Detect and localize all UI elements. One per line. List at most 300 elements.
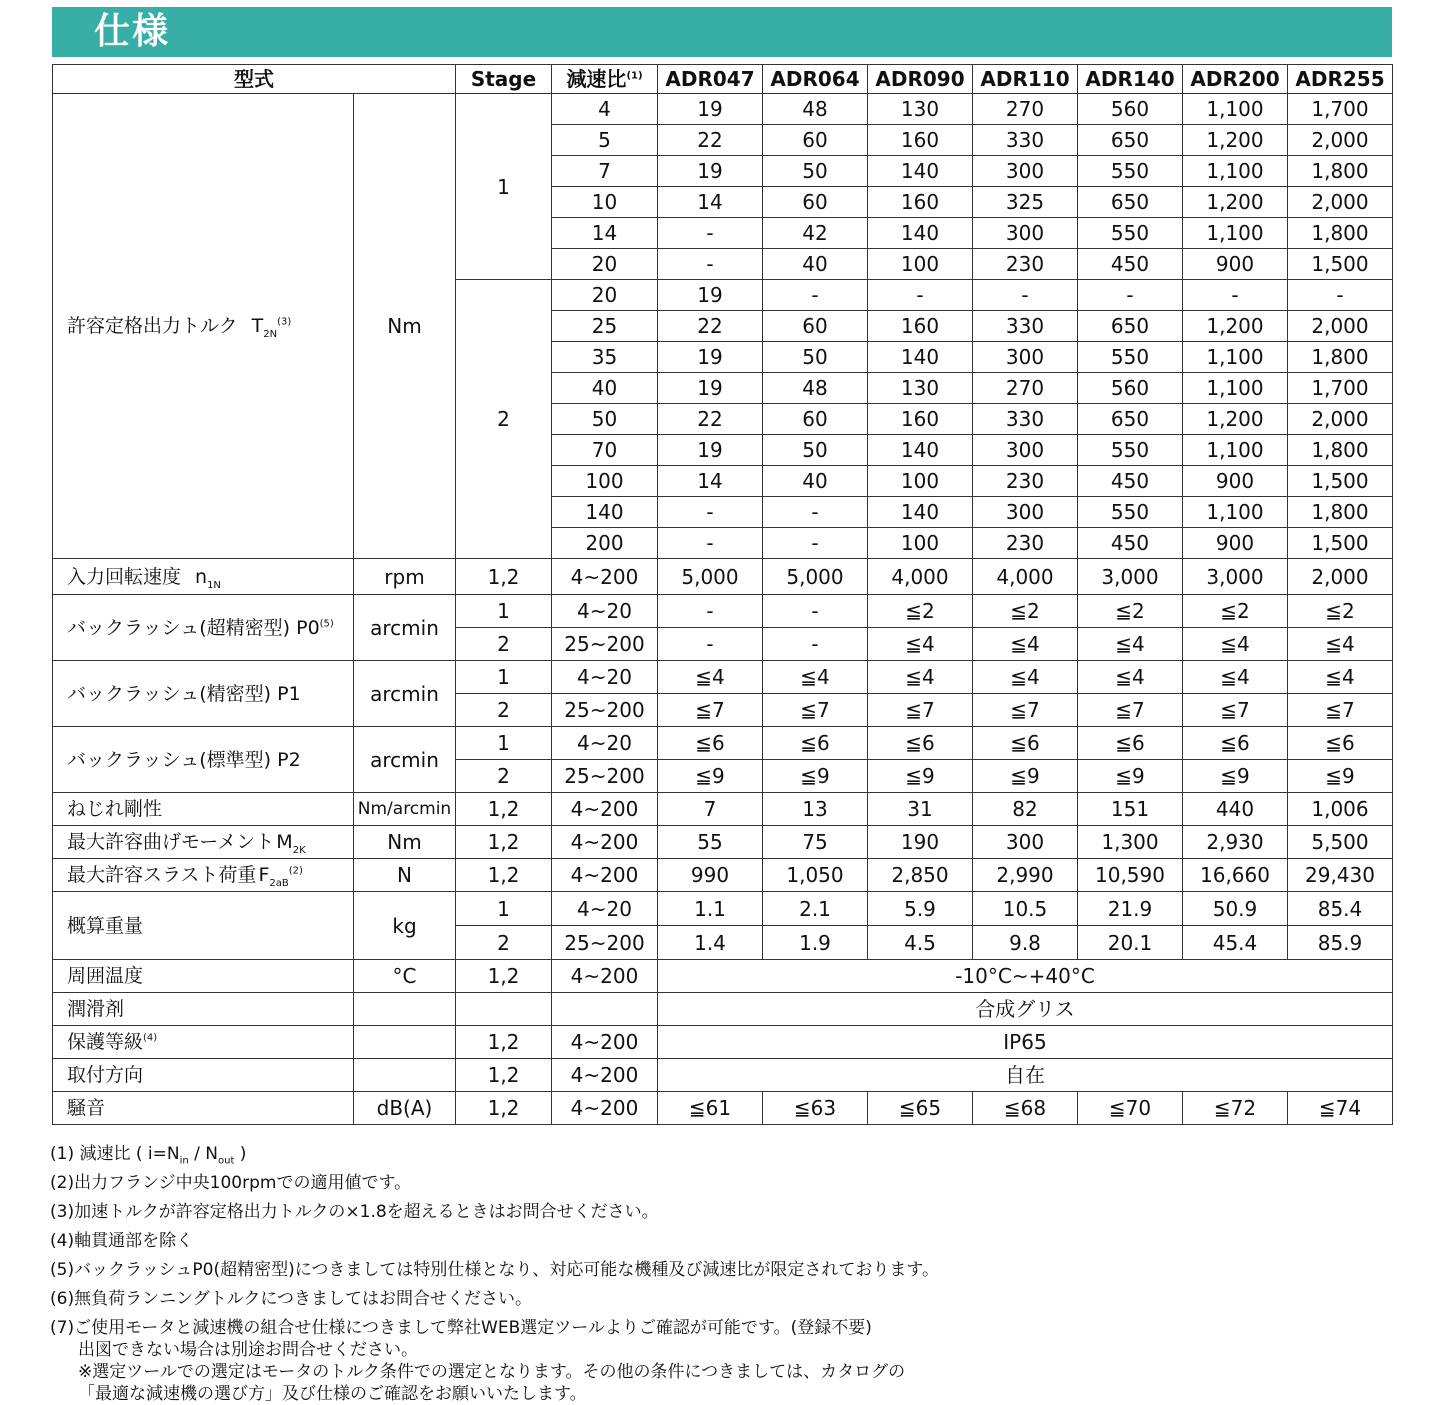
torque-value: 1,200 <box>1183 125 1288 156</box>
label-part: (2) <box>288 865 303 877</box>
speed-value: 5,000 <box>658 559 763 595</box>
lube-ratio <box>552 993 658 1026</box>
torque-value: 19 <box>658 156 763 187</box>
stiffness-value: 82 <box>973 793 1078 826</box>
bl_p1-value: ≦4 <box>1183 661 1288 694</box>
ratio-cell: 40 <box>552 373 658 404</box>
label-part: (1) <box>626 70 643 82</box>
header-ratio <box>552 65 658 94</box>
weight-value: 85.4 <box>1288 892 1393 926</box>
bl_p2-value: ≦9 <box>1288 760 1393 793</box>
speed-value: 2,000 <box>1288 559 1393 595</box>
torque-value: 230 <box>973 528 1078 559</box>
weight-value: 2.1 <box>763 892 868 926</box>
torque-value: 19 <box>658 342 763 373</box>
torque-value: 330 <box>973 125 1078 156</box>
ratio-cell: 20 <box>552 280 658 311</box>
ratio-cell: 7 <box>552 156 658 187</box>
weight-value: 45.4 <box>1183 926 1288 960</box>
ratio-cell: 20 <box>552 249 658 280</box>
torque-value: 550 <box>1078 435 1183 466</box>
torque-value: 1,100 <box>1183 218 1288 249</box>
header-row <box>53 65 1393 94</box>
label-part: 入力回転速度 <box>67 565 182 588</box>
torque-value: 60 <box>763 404 868 435</box>
footnote-3: (3)加速トルクが許容定格出力トルクの×1.8を超えるときはお問合せください。 <box>50 1202 659 1222</box>
noise-value: ≦68 <box>973 1092 1078 1125</box>
torque-value: 140 <box>868 342 973 373</box>
torque-value: 130 <box>868 94 973 125</box>
section-title: 仕様 <box>94 11 171 52</box>
bl_p0-value: ≦2 <box>1078 595 1183 628</box>
temp-row <box>53 960 1393 993</box>
bl_p0-value: ≦4 <box>973 628 1078 661</box>
torque-value: 50 <box>763 435 868 466</box>
protection-value: IP65 <box>658 1026 1393 1059</box>
label-part: 取付方向 <box>67 1064 144 1086</box>
thrust-value: 1,050 <box>763 859 868 892</box>
torque-value: 450 <box>1078 466 1183 497</box>
bl_p2-value: ≦6 <box>1078 727 1183 760</box>
noise-ratio: 4~200 <box>552 1092 658 1125</box>
torque-value: - <box>763 280 868 311</box>
ratio-cell: 14 <box>552 218 658 249</box>
torque-value: 140 <box>868 156 973 187</box>
torque-value: 650 <box>1078 125 1183 156</box>
weight-unit: kg <box>354 892 456 960</box>
label-part: (3) <box>277 316 292 328</box>
weight-value: 21.9 <box>1078 892 1183 926</box>
torque-value: - <box>868 280 973 311</box>
torque-value: 2,000 <box>1288 125 1393 156</box>
thrust-label <box>53 859 354 892</box>
thrust-value: 2,990 <box>973 859 1078 892</box>
bl_p2-value: ≦9 <box>973 760 1078 793</box>
torque-value: 160 <box>868 187 973 218</box>
torque-value: 40 <box>763 249 868 280</box>
bl_p2-ratio: 4~20 <box>552 727 658 760</box>
torque-value: 1,800 <box>1288 156 1393 187</box>
bl_p2-value: ≦9 <box>1078 760 1183 793</box>
mounting-label <box>53 1059 354 1092</box>
bl_p0-value: - <box>763 595 868 628</box>
torque-value: 22 <box>658 125 763 156</box>
torque-value: 140 <box>868 218 973 249</box>
ratio-cell: 70 <box>552 435 658 466</box>
bl_p0-stage: 2 <box>456 628 552 661</box>
stiffness-value: 1,006 <box>1288 793 1393 826</box>
protection-row <box>53 1026 1393 1059</box>
torque-value: 130 <box>868 373 973 404</box>
label-part: 潤滑剤 <box>67 998 125 1020</box>
thrust-value: 2,850 <box>868 859 973 892</box>
weight-row <box>53 892 1393 926</box>
label-part: 2K <box>292 844 306 856</box>
stiffness-value: 7 <box>658 793 763 826</box>
footnote-5: (5)バックラッシュP0(超精密型)につきましては特別仕様となり、対応可能な機種及び減速比が限定されております。 <box>50 1260 940 1280</box>
bl_p2-value: ≦6 <box>973 727 1078 760</box>
bl_p0-stage: 1 <box>456 595 552 628</box>
noise-value: ≦72 <box>1183 1092 1288 1125</box>
label-part: バックラッシュ(超精密型) P0 <box>67 616 320 639</box>
label-part: 2N <box>263 328 278 340</box>
footnotes <box>50 1143 1410 1405</box>
label-part: M <box>276 831 293 853</box>
weight-value: 1.9 <box>763 926 868 960</box>
torque-value: 48 <box>763 373 868 404</box>
header-type: 型式 <box>53 65 456 94</box>
label-part: (5) <box>319 618 334 630</box>
torque-value: 100 <box>868 466 973 497</box>
mounting-ratio: 4~200 <box>552 1059 658 1092</box>
speed-value: 4,000 <box>868 559 973 595</box>
torque-value: 300 <box>973 435 1078 466</box>
torque-value: 2,000 <box>1288 311 1393 342</box>
torque-value: 300 <box>973 342 1078 373</box>
weight-value: 1.4 <box>658 926 763 960</box>
label-part: 最大許容スラスト荷重 <box>67 864 257 886</box>
moment-value: 1,300 <box>1078 826 1183 859</box>
label-part: 減速比 <box>566 67 627 91</box>
torque-value: 160 <box>868 311 973 342</box>
bl_p1-value: ≦4 <box>658 661 763 694</box>
torque-value: - <box>1078 280 1183 311</box>
torque-value: 14 <box>658 466 763 497</box>
torque-value: 300 <box>973 218 1078 249</box>
torque-row <box>53 94 1393 125</box>
torque-value: 1,100 <box>1183 156 1288 187</box>
torque-value: - <box>658 249 763 280</box>
bl_p0-value: ≦4 <box>1288 628 1393 661</box>
torque-value: 60 <box>763 125 868 156</box>
speed-ratio: 4~200 <box>552 559 658 595</box>
noise-unit: dB(A) <box>354 1092 456 1125</box>
torque-value: 1,700 <box>1288 94 1393 125</box>
torque-value: 50 <box>763 342 868 373</box>
header-stage: Stage <box>456 65 552 94</box>
speed-label <box>53 559 354 595</box>
thrust-value: 29,430 <box>1288 859 1393 892</box>
torque-value: 270 <box>973 373 1078 404</box>
torque-value: 900 <box>1183 249 1288 280</box>
bl_p0-value: ≦4 <box>1078 628 1183 661</box>
bl_p0-value: - <box>658 628 763 661</box>
mounting-row <box>53 1059 1393 1092</box>
weight-stage: 2 <box>456 926 552 960</box>
bl_p2-stage: 1 <box>456 727 552 760</box>
speed-row <box>53 559 1393 595</box>
weight-value: 1.1 <box>658 892 763 926</box>
torque-value: 1,700 <box>1288 373 1393 404</box>
ratio-cell: 50 <box>552 404 658 435</box>
torque-value: - <box>973 280 1078 311</box>
footnote-7-line-2: 出図できない場合は別途お問合せください。 <box>78 1340 418 1360</box>
bl_p0-ratio: 4~20 <box>552 595 658 628</box>
speed-stage: 1,2 <box>456 559 552 595</box>
torque-value: 550 <box>1078 156 1183 187</box>
moment-row <box>53 826 1393 859</box>
stiffness-ratio: 4~200 <box>552 793 658 826</box>
noise-row <box>53 1092 1393 1125</box>
torque-value: 1,100 <box>1183 342 1288 373</box>
torque-value: 560 <box>1078 94 1183 125</box>
weight-label <box>53 892 354 960</box>
speed-unit: rpm <box>354 559 456 595</box>
torque-value: 900 <box>1183 528 1288 559</box>
weight-value: 10.5 <box>973 892 1078 926</box>
moment-stage: 1,2 <box>456 826 552 859</box>
bl_p0-value: ≦2 <box>1183 595 1288 628</box>
bl_p0-value: ≦2 <box>868 595 973 628</box>
bl_p2-label <box>53 727 354 793</box>
ratio-cell: 140 <box>552 497 658 528</box>
bl_p0-value: - <box>763 628 868 661</box>
bl_p0-value: ≦4 <box>868 628 973 661</box>
spec-table <box>52 64 1393 1125</box>
moment-value: 75 <box>763 826 868 859</box>
torque-value: 230 <box>973 466 1078 497</box>
bl_p1-value: ≦7 <box>763 694 868 727</box>
ratio-cell: 10 <box>552 187 658 218</box>
ratio-cell: 4 <box>552 94 658 125</box>
label-part: 保護等級 <box>67 1031 144 1053</box>
bl_p0-unit: arcmin <box>354 595 456 661</box>
speed-value: 5,000 <box>763 559 868 595</box>
temp-ratio: 4~200 <box>552 960 658 993</box>
noise-value: ≦61 <box>658 1092 763 1125</box>
torque-value: - <box>1183 280 1288 311</box>
label-part: 2aB <box>269 877 289 889</box>
bl_p0-value: - <box>658 595 763 628</box>
torque-value: 100 <box>868 528 973 559</box>
torque-value: 550 <box>1078 497 1183 528</box>
label-part: 概算重量 <box>67 914 144 937</box>
noise-value: ≦63 <box>763 1092 868 1125</box>
moment-unit: Nm <box>354 826 456 859</box>
bl_p2-row <box>53 727 1393 760</box>
stiffness-value: 31 <box>868 793 973 826</box>
stiffness-value: 151 <box>1078 793 1183 826</box>
bl_p1-unit: arcmin <box>354 661 456 727</box>
torque-value: 1,200 <box>1183 187 1288 218</box>
label-part: 周囲温度 <box>67 965 144 987</box>
bl_p2-value: ≦9 <box>763 760 868 793</box>
header-model: ADR255 <box>1288 65 1393 94</box>
bl_p2-value: ≦6 <box>1288 727 1393 760</box>
bl_p1-value: ≦7 <box>1078 694 1183 727</box>
torque-value: 1,800 <box>1288 342 1393 373</box>
torque-value: 50 <box>763 156 868 187</box>
protection-label <box>53 1026 354 1059</box>
protection-stage: 1,2 <box>456 1026 552 1059</box>
bl_p2-value: ≦9 <box>658 760 763 793</box>
bl_p1-ratio: 25~200 <box>552 694 658 727</box>
footnote-1: (1) 減速比 ( $i=N_{in} / N_{out}$ ) <box>50 1144 247 1167</box>
header-model: ADR064 <box>763 65 868 94</box>
moment-value: 300 <box>973 826 1078 859</box>
torque-value: - <box>763 497 868 528</box>
thrust-ratio: 4~200 <box>552 859 658 892</box>
label-part: 許容定格出力トルク <box>67 315 238 337</box>
bl_p2-value: ≦6 <box>763 727 868 760</box>
bl_p1-value: ≦7 <box>973 694 1078 727</box>
bl_p0-value: ≦4 <box>1183 628 1288 661</box>
ratio-cell: 25 <box>552 311 658 342</box>
torque-value: 325 <box>973 187 1078 218</box>
torque-value: 60 <box>763 187 868 218</box>
speed-value: 4,000 <box>973 559 1078 595</box>
thrust-row <box>53 859 1393 892</box>
torque-value: 300 <box>973 497 1078 528</box>
torque-value: 1,100 <box>1183 94 1288 125</box>
label-part: バックラッシュ(標準型) P2 <box>67 748 301 771</box>
bl_p1-value: ≦4 <box>1288 661 1393 694</box>
torque-value: 450 <box>1078 249 1183 280</box>
bl_p0-value: ≦2 <box>1288 595 1393 628</box>
moment-ratio: 4~200 <box>552 826 658 859</box>
label-part: n <box>195 565 208 588</box>
protection-unit <box>354 1026 456 1059</box>
bl_p1-row <box>53 661 1393 694</box>
label-part: T <box>251 315 264 337</box>
bl_p1-stage: 2 <box>456 694 552 727</box>
footnote-7-line-4: 「最適な減速機の選び方」及び仕様のご確認をお願いいたします。 <box>78 1384 587 1404</box>
bl_p1-value: ≦4 <box>973 661 1078 694</box>
bl_p0-value: ≦2 <box>973 595 1078 628</box>
header-model: ADR047 <box>658 65 763 94</box>
lube-value: 合成グリス <box>658 993 1393 1026</box>
thrust-unit: N <box>354 859 456 892</box>
torque-value: 300 <box>973 156 1078 187</box>
bl_p1-value: ≦4 <box>1078 661 1183 694</box>
bl_p2-ratio: 25~200 <box>552 760 658 793</box>
bl_p0-ratio: 25~200 <box>552 628 658 661</box>
footnote-2: (2)出力フランジ中央100rpmでの適用値です。 <box>50 1173 412 1193</box>
moment-label <box>53 826 354 859</box>
speed-value: 3,000 <box>1183 559 1288 595</box>
bl_p1-value: ≦7 <box>1183 694 1288 727</box>
torque-value: 100 <box>868 249 973 280</box>
mounting-value: 自在 <box>658 1059 1393 1092</box>
torque-value: 2,000 <box>1288 404 1393 435</box>
noise-value: ≦65 <box>868 1092 973 1125</box>
torque-value: 19 <box>658 435 763 466</box>
torque-value: 330 <box>973 404 1078 435</box>
bl_p0-label <box>53 595 354 661</box>
torque-label <box>53 94 354 559</box>
ratio-cell: 100 <box>552 466 658 497</box>
torque-value: 1,100 <box>1183 435 1288 466</box>
temp-value: -10°C~+40°C <box>658 960 1393 993</box>
torque-value: 1,800 <box>1288 497 1393 528</box>
weight-ratio: 4~20 <box>552 892 658 926</box>
bl_p2-value: ≦9 <box>868 760 973 793</box>
torque-value: 22 <box>658 404 763 435</box>
torque-value: 650 <box>1078 404 1183 435</box>
noise-label: 騒音 <box>53 1092 354 1125</box>
bl_p1-value: ≦4 <box>868 661 973 694</box>
torque-value: 14 <box>658 187 763 218</box>
noise-value: ≦74 <box>1288 1092 1393 1125</box>
torque-value: - <box>658 528 763 559</box>
bl_p1-stage: 1 <box>456 661 552 694</box>
torque-value: 1,100 <box>1183 497 1288 528</box>
section-header-banner <box>52 7 1392 57</box>
footnote-6: (6)無負荷ランニングトルクにつきましてはお問合せください。 <box>50 1289 533 1309</box>
thrust-value: 10,590 <box>1078 859 1183 892</box>
stiffness-stage: 1,2 <box>456 793 552 826</box>
bl_p1-value: ≦4 <box>763 661 868 694</box>
torque-value: 900 <box>1183 466 1288 497</box>
label-part: ねじれ剛性 <box>67 798 163 820</box>
bl_p2-value: ≦9 <box>1183 760 1288 793</box>
weight-value: 20.1 <box>1078 926 1183 960</box>
footnote-7-line-3: ※選定ツールでの選定はモータのトルク条件での選定となります。その他の条件につきましては、カタログの <box>78 1362 906 1382</box>
stiffness-unit: Nm/arcmin <box>354 793 456 826</box>
mounting-unit <box>354 1059 456 1092</box>
noise-value: ≦70 <box>1078 1092 1183 1125</box>
bl_p2-unit: arcmin <box>354 727 456 793</box>
torque-value: 160 <box>868 404 973 435</box>
torque-value: 19 <box>658 373 763 404</box>
weight-value: 5.9 <box>868 892 973 926</box>
bl_p2-value: ≦6 <box>1183 727 1288 760</box>
torque-value: 1,800 <box>1288 218 1393 249</box>
torque-value: 1,200 <box>1183 311 1288 342</box>
torque-value: - <box>763 528 868 559</box>
ratio-cell: 200 <box>552 528 658 559</box>
torque-value: 22 <box>658 311 763 342</box>
torque-value: 450 <box>1078 528 1183 559</box>
torque-value: - <box>658 497 763 528</box>
torque-value: 1,500 <box>1288 466 1393 497</box>
label-part: 1N <box>207 579 221 591</box>
header-model: ADR090 <box>868 65 973 94</box>
thrust-stage: 1,2 <box>456 859 552 892</box>
weight-value: 85.9 <box>1288 926 1393 960</box>
torque-value: 160 <box>868 125 973 156</box>
torque-value: 60 <box>763 311 868 342</box>
torque-value: 550 <box>1078 342 1183 373</box>
torque-value: 230 <box>973 249 1078 280</box>
torque-value: 650 <box>1078 187 1183 218</box>
moment-value: 2,930 <box>1183 826 1288 859</box>
header-model: ADR200 <box>1183 65 1288 94</box>
stiffness-value: 440 <box>1183 793 1288 826</box>
thrust-value: 16,660 <box>1183 859 1288 892</box>
torque-value: 19 <box>658 280 763 311</box>
footnote-7: (7)ご使用モータと減速機の組合せ仕様につきまして弊社WEB選定ツールよりご確認が可能です。(登録不要) <box>50 1318 872 1338</box>
torque-value: 550 <box>1078 218 1183 249</box>
torque-value: 1,100 <box>1183 373 1288 404</box>
weight-value: 50.9 <box>1183 892 1288 926</box>
torque-value: 560 <box>1078 373 1183 404</box>
weight-value: 4.5 <box>868 926 973 960</box>
label-part: (4) <box>143 1032 158 1044</box>
temp-unit: °C <box>354 960 456 993</box>
torque-value: 140 <box>868 497 973 528</box>
header-model: ADR110 <box>973 65 1078 94</box>
bl_p1-value: ≦7 <box>1288 694 1393 727</box>
thrust-value: 990 <box>658 859 763 892</box>
temp-label <box>53 960 354 993</box>
moment-value: 190 <box>868 826 973 859</box>
lube-unit <box>354 993 456 1026</box>
ratio-cell: 35 <box>552 342 658 373</box>
torque-unit: Nm <box>354 94 456 559</box>
torque-value: 1,800 <box>1288 435 1393 466</box>
weight-value: 9.8 <box>973 926 1078 960</box>
